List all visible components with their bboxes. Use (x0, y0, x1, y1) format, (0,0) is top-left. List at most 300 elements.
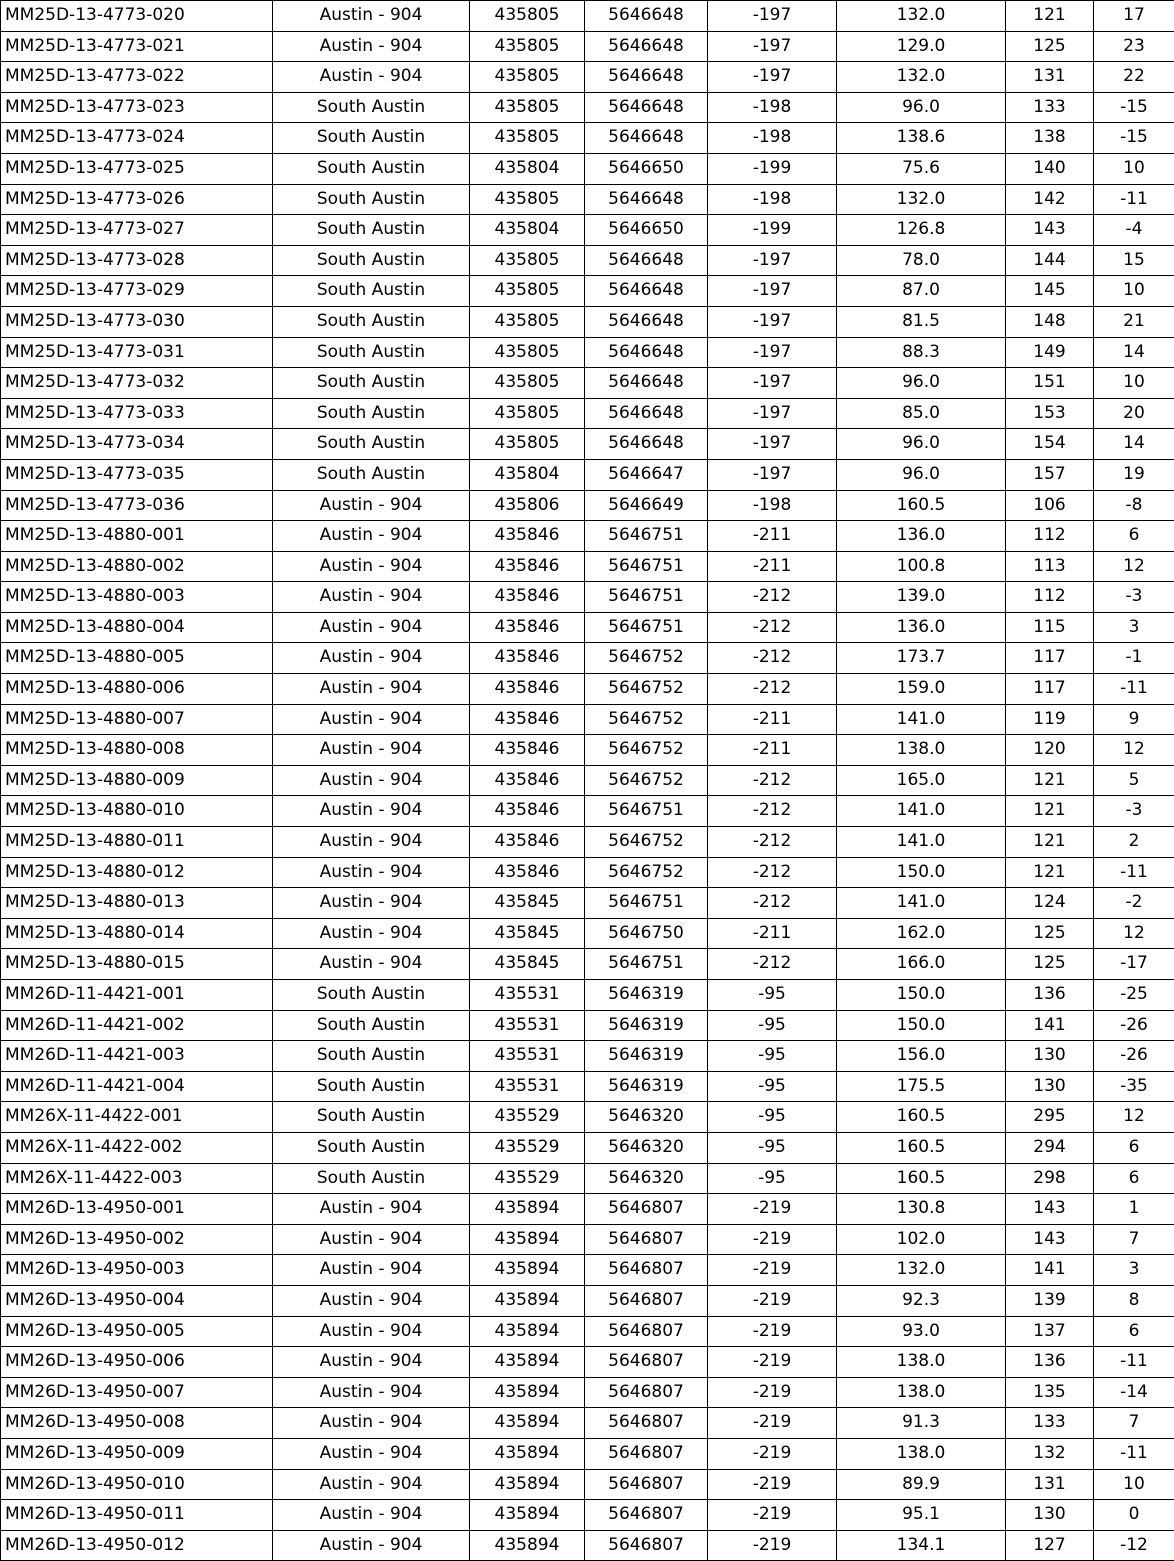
cell-depth: 160.5 (837, 1163, 1006, 1194)
cell-hole_id: MM25D-13-4880-012 (1, 857, 273, 888)
cell-area: Austin - 904 (273, 62, 470, 93)
cell-northing: 5646648 (585, 429, 708, 460)
cell-depth: 160.5 (837, 1132, 1006, 1163)
cell-northing: 5646752 (585, 765, 708, 796)
table-row (1, 368, 1174, 399)
cell-easting: 435894 (470, 1316, 585, 1347)
cell-elevation: -219 (708, 1408, 837, 1439)
cell-easting: 435894 (470, 1255, 585, 1286)
cell-northing: 5646650 (585, 215, 708, 246)
cell-area: Austin - 904 (273, 1347, 470, 1378)
cell-easting: 435845 (470, 888, 585, 919)
cell-area: South Austin (273, 153, 470, 184)
table-row (1, 184, 1174, 215)
table-row (1, 1316, 1174, 1347)
cell-easting: 435806 (470, 490, 585, 521)
cell-easting: 435805 (470, 337, 585, 368)
cell-easting: 435845 (470, 918, 585, 949)
cell-dip: 7 (1094, 1224, 1174, 1255)
cell-depth: 96.0 (837, 92, 1006, 123)
cell-elevation: -197 (708, 245, 837, 276)
cell-hole_id: MM25D-13-4880-007 (1, 704, 273, 735)
cell-depth: 92.3 (837, 1285, 1006, 1316)
cell-azimuth: 112 (1006, 582, 1094, 613)
cell-dip: 6 (1094, 521, 1174, 552)
cell-hole_id: MM25D-13-4880-014 (1, 918, 273, 949)
cell-northing: 5646750 (585, 918, 708, 949)
cell-northing: 5646752 (585, 674, 708, 705)
cell-area: South Austin (273, 429, 470, 460)
cell-elevation: -95 (708, 1041, 837, 1072)
cell-easting: 435894 (470, 1408, 585, 1439)
cell-depth: 91.3 (837, 1408, 1006, 1439)
cell-elevation: -198 (708, 123, 837, 154)
cell-azimuth: 145 (1006, 276, 1094, 307)
cell-area: Austin - 904 (273, 796, 470, 827)
table-row (1, 1163, 1174, 1194)
cell-dip: 10 (1094, 276, 1174, 307)
cell-elevation: -219 (708, 1347, 837, 1378)
cell-hole_id: MM25D-13-4773-024 (1, 123, 273, 154)
cell-dip: 7 (1094, 1408, 1174, 1439)
cell-azimuth: 117 (1006, 674, 1094, 705)
cell-azimuth: 143 (1006, 1194, 1094, 1225)
cell-easting: 435529 (470, 1102, 585, 1133)
cell-easting: 435894 (470, 1285, 585, 1316)
cell-northing: 5646319 (585, 980, 708, 1011)
cell-depth: 81.5 (837, 306, 1006, 337)
cell-azimuth: 113 (1006, 551, 1094, 582)
cell-northing: 5646751 (585, 551, 708, 582)
cell-dip: 1 (1094, 1194, 1174, 1225)
cell-northing: 5646807 (585, 1469, 708, 1500)
cell-northing: 5646648 (585, 306, 708, 337)
cell-easting: 435845 (470, 949, 585, 980)
cell-easting: 435894 (470, 1530, 585, 1561)
cell-northing: 5646648 (585, 398, 708, 429)
cell-area: Austin - 904 (273, 1408, 470, 1439)
cell-depth: 138.0 (837, 735, 1006, 766)
cell-northing: 5646648 (585, 123, 708, 154)
cell-depth: 96.0 (837, 429, 1006, 460)
cell-hole_id: MM26D-11-4421-001 (1, 980, 273, 1011)
table-row (1, 62, 1174, 93)
cell-depth: 150.0 (837, 1010, 1006, 1041)
cell-northing: 5646807 (585, 1347, 708, 1378)
cell-easting: 435805 (470, 123, 585, 154)
cell-azimuth: 130 (1006, 1500, 1094, 1531)
cell-area: South Austin (273, 398, 470, 429)
cell-hole_id: MM26D-13-4950-010 (1, 1469, 273, 1500)
cell-hole_id: MM25D-13-4773-033 (1, 398, 273, 429)
cell-elevation: -198 (708, 490, 837, 521)
cell-hole_id: MM25D-13-4773-025 (1, 153, 273, 184)
cell-dip: -3 (1094, 796, 1174, 827)
cell-depth: 162.0 (837, 918, 1006, 949)
cell-azimuth: 153 (1006, 398, 1094, 429)
cell-hole_id: MM25D-13-4773-029 (1, 276, 273, 307)
cell-elevation: -199 (708, 153, 837, 184)
table-row (1, 398, 1174, 429)
cell-depth: 93.0 (837, 1316, 1006, 1347)
cell-azimuth: 119 (1006, 704, 1094, 735)
table-row (1, 704, 1174, 735)
cell-area: South Austin (273, 1010, 470, 1041)
cell-elevation: -95 (708, 1102, 837, 1133)
cell-dip: -11 (1094, 184, 1174, 215)
cell-northing: 5646648 (585, 31, 708, 62)
cell-easting: 435804 (470, 215, 585, 246)
cell-dip: 12 (1094, 918, 1174, 949)
table-body (1, 1, 1174, 1561)
table-row (1, 1071, 1174, 1102)
table-row (1, 1469, 1174, 1500)
cell-azimuth: 117 (1006, 643, 1094, 674)
cell-dip: -11 (1094, 857, 1174, 888)
cell-depth: 75.6 (837, 153, 1006, 184)
table-row (1, 490, 1174, 521)
table-row (1, 92, 1174, 123)
cell-depth: 156.0 (837, 1041, 1006, 1072)
cell-azimuth: 151 (1006, 368, 1094, 399)
cell-elevation: -197 (708, 1, 837, 32)
cell-hole_id: MM25D-13-4773-036 (1, 490, 273, 521)
cell-area: Austin - 904 (273, 31, 470, 62)
cell-hole_id: MM25D-13-4773-022 (1, 62, 273, 93)
cell-azimuth: 121 (1006, 857, 1094, 888)
table-row (1, 980, 1174, 1011)
cell-azimuth: 121 (1006, 1, 1094, 32)
cell-area: Austin - 904 (273, 735, 470, 766)
cell-elevation: -212 (708, 796, 837, 827)
cell-area: Austin - 904 (273, 551, 470, 582)
cell-easting: 435805 (470, 31, 585, 62)
cell-azimuth: 149 (1006, 337, 1094, 368)
cell-dip: -3 (1094, 582, 1174, 613)
cell-elevation: -219 (708, 1194, 837, 1225)
cell-elevation: -212 (708, 857, 837, 888)
cell-hole_id: MM26D-13-4950-009 (1, 1438, 273, 1469)
table-row (1, 582, 1174, 613)
cell-dip: -11 (1094, 1347, 1174, 1378)
table-row (1, 551, 1174, 582)
cell-area: South Austin (273, 184, 470, 215)
cell-easting: 435846 (470, 521, 585, 552)
cell-hole_id: MM25D-13-4880-004 (1, 612, 273, 643)
cell-depth: 138.0 (837, 1377, 1006, 1408)
cell-dip: 6 (1094, 1163, 1174, 1194)
table-row (1, 123, 1174, 154)
cell-area: South Austin (273, 368, 470, 399)
cell-dip: 20 (1094, 398, 1174, 429)
cell-elevation: -197 (708, 31, 837, 62)
cell-area: Austin - 904 (273, 1438, 470, 1469)
cell-northing: 5646319 (585, 1010, 708, 1041)
cell-easting: 435531 (470, 980, 585, 1011)
cell-depth: 96.0 (837, 368, 1006, 399)
cell-easting: 435529 (470, 1163, 585, 1194)
cell-hole_id: MM26D-13-4950-006 (1, 1347, 273, 1378)
cell-elevation: -219 (708, 1316, 837, 1347)
cell-northing: 5646320 (585, 1102, 708, 1133)
cell-azimuth: 112 (1006, 521, 1094, 552)
cell-azimuth: 133 (1006, 1408, 1094, 1439)
cell-hole_id: MM26X-11-4422-003 (1, 1163, 273, 1194)
cell-dip: 15 (1094, 245, 1174, 276)
cell-area: Austin - 904 (273, 857, 470, 888)
cell-depth: 141.0 (837, 888, 1006, 919)
cell-easting: 435894 (470, 1347, 585, 1378)
cell-area: South Austin (273, 215, 470, 246)
cell-hole_id: MM25D-13-4880-008 (1, 735, 273, 766)
cell-northing: 5646807 (585, 1408, 708, 1439)
table-row (1, 1, 1174, 32)
cell-azimuth: 120 (1006, 735, 1094, 766)
cell-northing: 5646647 (585, 459, 708, 490)
cell-hole_id: MM25D-13-4773-026 (1, 184, 273, 215)
cell-azimuth: 125 (1006, 949, 1094, 980)
cell-area: South Austin (273, 1102, 470, 1133)
cell-hole_id: MM25D-13-4880-001 (1, 521, 273, 552)
table-row (1, 1255, 1174, 1286)
cell-hole_id: MM25D-13-4773-032 (1, 368, 273, 399)
cell-area: Austin - 904 (273, 918, 470, 949)
cell-depth: 165.0 (837, 765, 1006, 796)
table-row (1, 1347, 1174, 1378)
cell-easting: 435846 (470, 765, 585, 796)
cell-hole_id: MM26D-11-4421-002 (1, 1010, 273, 1041)
cell-easting: 435805 (470, 398, 585, 429)
cell-elevation: -211 (708, 735, 837, 766)
cell-azimuth: 121 (1006, 827, 1094, 858)
table-row (1, 1408, 1174, 1439)
cell-area: Austin - 904 (273, 1285, 470, 1316)
cell-dip: 14 (1094, 429, 1174, 460)
cell-dip: 22 (1094, 62, 1174, 93)
cell-northing: 5646807 (585, 1377, 708, 1408)
table-row (1, 949, 1174, 980)
cell-dip: 0 (1094, 1500, 1174, 1531)
cell-elevation: -197 (708, 459, 837, 490)
table-row (1, 245, 1174, 276)
table-row (1, 796, 1174, 827)
cell-easting: 435805 (470, 245, 585, 276)
cell-depth: 134.1 (837, 1530, 1006, 1561)
cell-dip: -15 (1094, 123, 1174, 154)
cell-area: South Austin (273, 337, 470, 368)
cell-northing: 5646648 (585, 184, 708, 215)
cell-depth: 138.0 (837, 1347, 1006, 1378)
cell-azimuth: 143 (1006, 215, 1094, 246)
table-row (1, 153, 1174, 184)
cell-hole_id: MM25D-13-4773-030 (1, 306, 273, 337)
cell-easting: 435531 (470, 1071, 585, 1102)
cell-elevation: -197 (708, 276, 837, 307)
cell-elevation: -95 (708, 1010, 837, 1041)
cell-depth: 160.5 (837, 1102, 1006, 1133)
table-row (1, 918, 1174, 949)
cell-easting: 435805 (470, 306, 585, 337)
table-row (1, 1500, 1174, 1531)
cell-azimuth: 135 (1006, 1377, 1094, 1408)
cell-azimuth: 115 (1006, 612, 1094, 643)
table-row (1, 1377, 1174, 1408)
cell-easting: 435846 (470, 551, 585, 582)
cell-azimuth: 295 (1006, 1102, 1094, 1133)
cell-depth: 136.0 (837, 612, 1006, 643)
table-row (1, 1132, 1174, 1163)
cell-area: South Austin (273, 92, 470, 123)
cell-easting: 435846 (470, 735, 585, 766)
cell-northing: 5646648 (585, 62, 708, 93)
cell-hole_id: MM25D-13-4880-010 (1, 796, 273, 827)
cell-dip: -11 (1094, 674, 1174, 705)
cell-hole_id: MM26D-13-4950-012 (1, 1530, 273, 1561)
cell-northing: 5646648 (585, 368, 708, 399)
cell-elevation: -95 (708, 1163, 837, 1194)
cell-dip: 2 (1094, 827, 1174, 858)
cell-azimuth: 124 (1006, 888, 1094, 919)
cell-elevation: -211 (708, 704, 837, 735)
cell-area: Austin - 904 (273, 1224, 470, 1255)
cell-easting: 435846 (470, 704, 585, 735)
cell-hole_id: MM26D-13-4950-005 (1, 1316, 273, 1347)
cell-easting: 435531 (470, 1041, 585, 1072)
cell-depth: 88.3 (837, 337, 1006, 368)
table-row (1, 429, 1174, 460)
cell-area: Austin - 904 (273, 888, 470, 919)
cell-easting: 435846 (470, 827, 585, 858)
cell-azimuth: 131 (1006, 62, 1094, 93)
cell-dip: 5 (1094, 765, 1174, 796)
cell-easting: 435529 (470, 1132, 585, 1163)
cell-easting: 435804 (470, 459, 585, 490)
cell-dip: 21 (1094, 306, 1174, 337)
cell-azimuth: 137 (1006, 1316, 1094, 1347)
cell-dip: -1 (1094, 643, 1174, 674)
cell-dip: -8 (1094, 490, 1174, 521)
cell-dip: 19 (1094, 459, 1174, 490)
cell-hole_id: MM25D-13-4880-011 (1, 827, 273, 858)
cell-easting: 435805 (470, 276, 585, 307)
cell-dip: 14 (1094, 337, 1174, 368)
cell-area: Austin - 904 (273, 582, 470, 613)
cell-easting: 435531 (470, 1010, 585, 1041)
cell-depth: 132.0 (837, 62, 1006, 93)
cell-hole_id: MM25D-13-4880-015 (1, 949, 273, 980)
cell-area: Austin - 904 (273, 643, 470, 674)
cell-azimuth: 298 (1006, 1163, 1094, 1194)
cell-hole_id: MM25D-13-4773-027 (1, 215, 273, 246)
cell-elevation: -211 (708, 521, 837, 552)
cell-easting: 435846 (470, 643, 585, 674)
cell-depth: 138.0 (837, 1438, 1006, 1469)
cell-hole_id: MM26D-13-4950-004 (1, 1285, 273, 1316)
cell-northing: 5646648 (585, 337, 708, 368)
cell-area: Austin - 904 (273, 1194, 470, 1225)
cell-depth: 130.8 (837, 1194, 1006, 1225)
table-row (1, 1010, 1174, 1041)
cell-northing: 5646751 (585, 582, 708, 613)
cell-dip: 3 (1094, 612, 1174, 643)
cell-hole_id: MM25D-13-4880-013 (1, 888, 273, 919)
cell-northing: 5646807 (585, 1224, 708, 1255)
table-row (1, 674, 1174, 705)
cell-azimuth: 144 (1006, 245, 1094, 276)
table-row (1, 1224, 1174, 1255)
table-row (1, 306, 1174, 337)
cell-area: Austin - 904 (273, 1316, 470, 1347)
table-row (1, 1530, 1174, 1561)
cell-area: Austin - 904 (273, 765, 470, 796)
cell-depth: 96.0 (837, 459, 1006, 490)
table-row (1, 1285, 1174, 1316)
cell-dip: -26 (1094, 1041, 1174, 1072)
cell-dip: -15 (1094, 92, 1174, 123)
table-row (1, 888, 1174, 919)
cell-hole_id: MM25D-13-4880-002 (1, 551, 273, 582)
cell-azimuth: 157 (1006, 459, 1094, 490)
cell-azimuth: 142 (1006, 184, 1094, 215)
cell-depth: 150.0 (837, 857, 1006, 888)
cell-northing: 5646752 (585, 643, 708, 674)
cell-azimuth: 125 (1006, 31, 1094, 62)
cell-depth: 132.0 (837, 1, 1006, 32)
cell-area: South Austin (273, 1132, 470, 1163)
cell-easting: 435805 (470, 62, 585, 93)
cell-depth: 87.0 (837, 276, 1006, 307)
cell-depth: 129.0 (837, 31, 1006, 62)
cell-dip: 12 (1094, 551, 1174, 582)
cell-elevation: -219 (708, 1285, 837, 1316)
cell-depth: 166.0 (837, 949, 1006, 980)
cell-elevation: -197 (708, 62, 837, 93)
cell-elevation: -219 (708, 1224, 837, 1255)
cell-elevation: -212 (708, 612, 837, 643)
cell-depth: 141.0 (837, 827, 1006, 858)
cell-elevation: -197 (708, 429, 837, 460)
cell-hole_id: MM26D-13-4950-008 (1, 1408, 273, 1439)
cell-hole_id: MM26X-11-4422-001 (1, 1102, 273, 1133)
cell-area: Austin - 904 (273, 674, 470, 705)
cell-azimuth: 130 (1006, 1041, 1094, 1072)
cell-depth: 139.0 (837, 582, 1006, 613)
cell-northing: 5646752 (585, 827, 708, 858)
cell-hole_id: MM25D-13-4773-034 (1, 429, 273, 460)
table-row (1, 521, 1174, 552)
cell-area: Austin - 904 (273, 704, 470, 735)
cell-easting: 435805 (470, 368, 585, 399)
cell-area: Austin - 904 (273, 612, 470, 643)
cell-azimuth: 138 (1006, 123, 1094, 154)
cell-hole_id: MM26X-11-4422-002 (1, 1132, 273, 1163)
cell-depth: 141.0 (837, 796, 1006, 827)
cell-area: Austin - 904 (273, 1500, 470, 1531)
cell-hole_id: MM26D-11-4421-003 (1, 1041, 273, 1072)
table-row (1, 31, 1174, 62)
cell-easting: 435846 (470, 582, 585, 613)
table-row (1, 1041, 1174, 1072)
cell-dip: 12 (1094, 735, 1174, 766)
cell-azimuth: 136 (1006, 1347, 1094, 1378)
cell-northing: 5646807 (585, 1530, 708, 1561)
cell-northing: 5646648 (585, 1, 708, 32)
cell-northing: 5646751 (585, 888, 708, 919)
cell-elevation: -211 (708, 918, 837, 949)
cell-area: Austin - 904 (273, 490, 470, 521)
cell-hole_id: MM25D-13-4773-031 (1, 337, 273, 368)
cell-area: Austin - 904 (273, 1255, 470, 1286)
